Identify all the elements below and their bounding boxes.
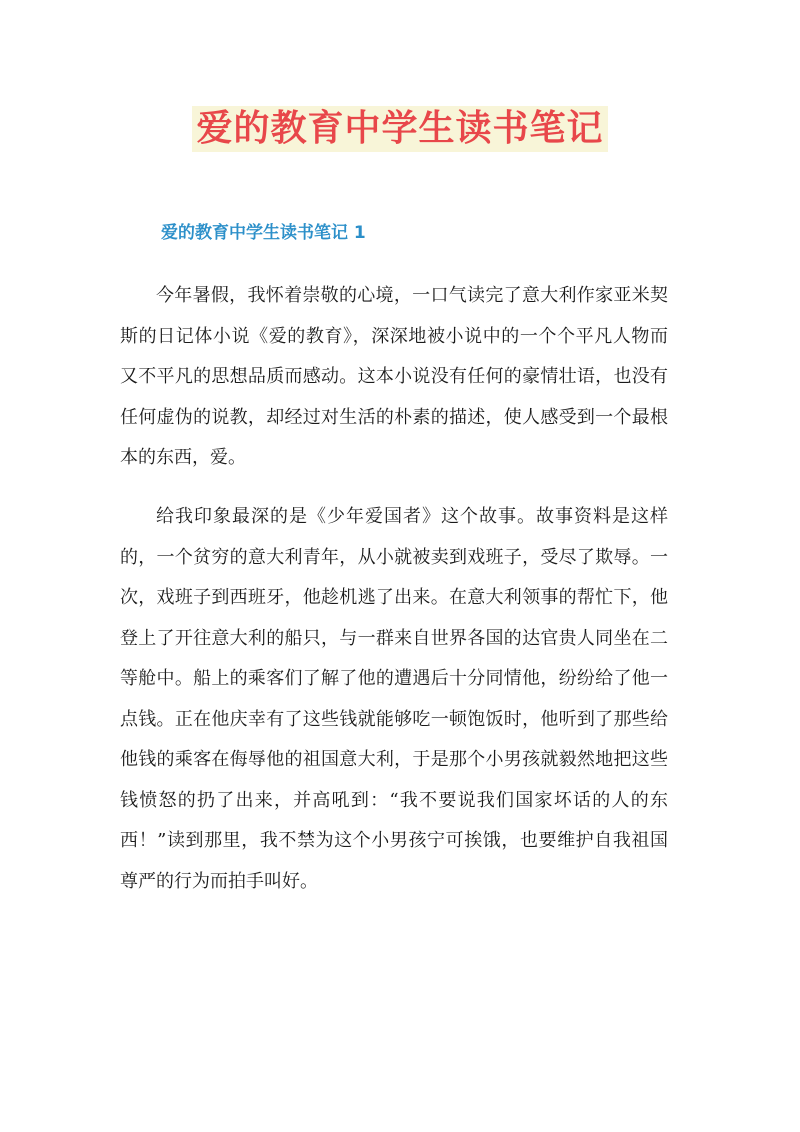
section-heading: 爱的教育中学生读书笔记 1 bbox=[161, 223, 366, 243]
document-title: 爱的教育中学生读书笔记 bbox=[192, 106, 607, 152]
title-container bbox=[0, 106, 800, 152]
paragraph: 给我印象最深的是《少年爱国者》这个故事。故事资料是这样的，一个贫穷的意大利青年，从小就被卖到戏班子，受尽了欺辱。一次，戏班子到西班牙，他趁机逃了出来。在意大利领事的帮忙下，他登上了开往意大利的船只，与一群来自世界各国的达官贵人同坐在二等舱中。船上的乘客们了解了他的遭遇后十分同情他，纷纷给了他一点钱。正在他庆幸有了这些钱就能够吃一顿饱饭时，他听到了那些给他钱的乘客在侮辱他的祖国意大利，于是那个小男孩就毅然地把这些钱愤怒的扔了出来，并高吼到：“我不要说我们国家坏话的人的东西！”读到那里，我不禁为这个小男孩宁可挨饿，也要维护自我祖国尊严的行为而拍手叫好。 bbox=[120, 506, 668, 892]
paragraph: 今年暑假，我怀着崇敬的心境，一口气读完了意大利作家亚米契斯的日记体小说《爱的教育》，深深地被小说中的一个个平凡人物而又不平凡的思想品质而感动。这本小说没有任何的豪情壮语，也没有任何虚伪的说教，却经过对生活的朴素的描述，使人感受到一个最根本的东西，爱。 bbox=[120, 285, 668, 468]
